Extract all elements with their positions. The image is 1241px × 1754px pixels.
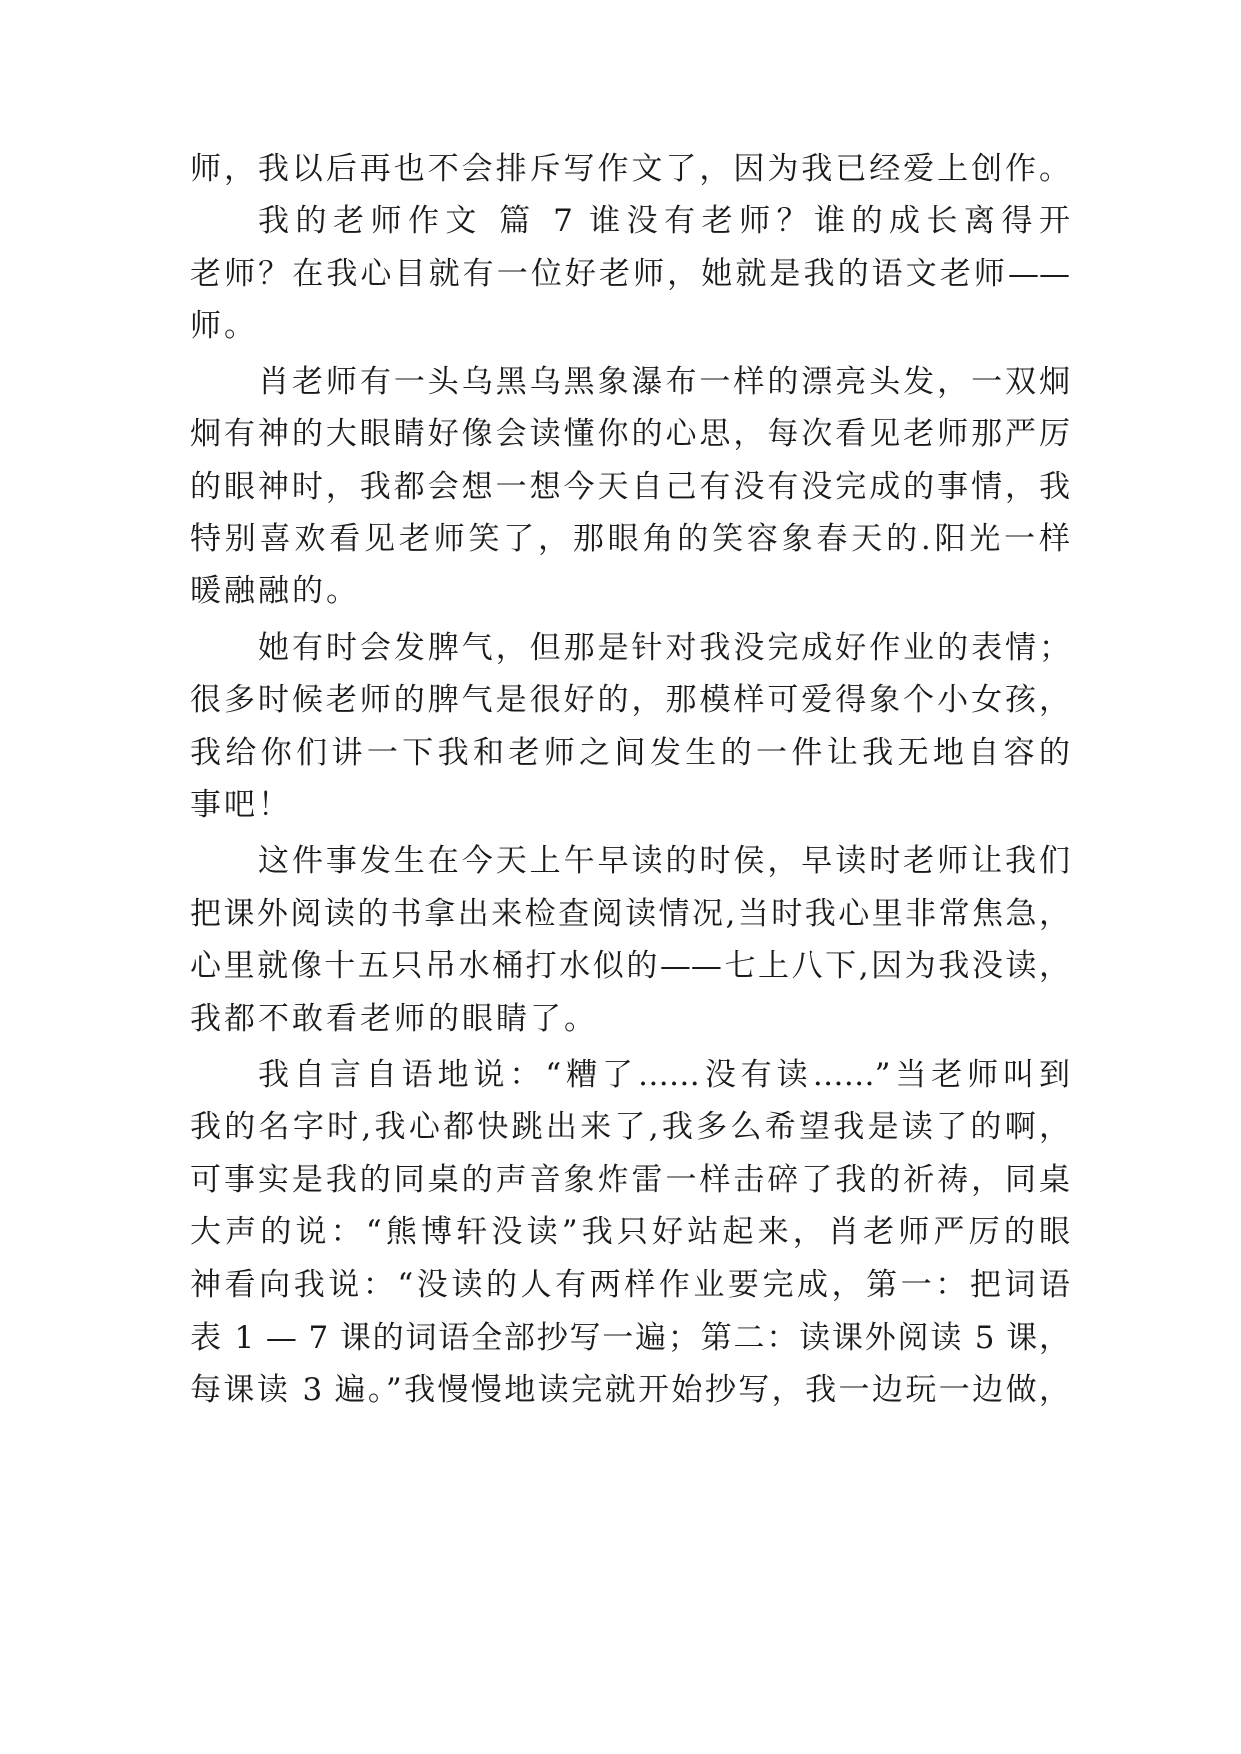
text-line: 这件事发生在今天上午早读的时侯，早读时老师让我们 (258, 843, 1070, 879)
text-line: 老师？在我心目就有一位好老师，她就是我的语文老师—— (190, 256, 1070, 292)
text-line: 暖融融的。 (190, 573, 360, 609)
text-line: 大声的说：“熊博轩没读”我只好站起来，肖老师严厉的眼 (190, 1214, 1070, 1250)
text-line: 神看向我说：“没读的人有两样作业要完成，第一：把词语 (190, 1267, 1070, 1303)
text-line: 肖老师有一头乌黑乌黑象瀑布一样的漂亮头发，一双炯 (258, 364, 1070, 400)
text-line: 我的老师作文 篇 7 谁没有老师？谁的成长离得开 (258, 203, 1070, 239)
text-line: 我给你们讲一下我和老师之间发生的一件让我无地自容的 (190, 735, 1070, 771)
text-line: 她有时会发脾气，但那是针对我没完成好作业的表情； (258, 630, 1070, 666)
text-line: 我都不敢看老师的眼睛了。 (190, 1001, 598, 1037)
text-line: 我的名字时,我心都快跳出来了,我多么希望我是读了的啊， (190, 1109, 1070, 1145)
text-line: 每课读 3 遍。”我慢慢地读完就开始抄写，我一边玩一边做， (190, 1372, 1070, 1408)
text-line: 炯有神的大眼睛好像会读懂你的心思，每次看见老师那严厉 (190, 416, 1070, 452)
text-line: 心里就像十五只吊水桶打水似的——七上八下,因为我没读， (190, 948, 1070, 984)
text-line: 很多时候老师的脾气是很好的，那模样可爱得象个小女孩， (190, 682, 1070, 718)
text-line: 我自言自语地说：“糟了……没有读……”当老师叫到 (258, 1057, 1070, 1093)
text-line: 表 1 — 7 课的词语全部抄写一遍；第二：读课外阅读 5 课， (190, 1320, 1070, 1356)
text-line: 事吧！ (190, 787, 292, 823)
text-line: 的眼神时，我都会想一想今天自己有没有没完成的事情，我 (190, 469, 1070, 505)
text-line: 师，我以后再也不会排斥写作文了，因为我已经爱上创作。 (190, 151, 1070, 187)
text-line: 特别喜欢看见老师笑了，那眼角的笑容象春天的.阳光一样 (190, 521, 1070, 557)
text-line: 师。 (190, 308, 258, 344)
text-line: 把课外阅读的书拿出来检查阅读情况,当时我心里非常焦急， (190, 896, 1070, 932)
text-line: 可事实是我的同桌的声音象炸雷一样击碎了我的祈祷，同桌 (190, 1162, 1070, 1198)
